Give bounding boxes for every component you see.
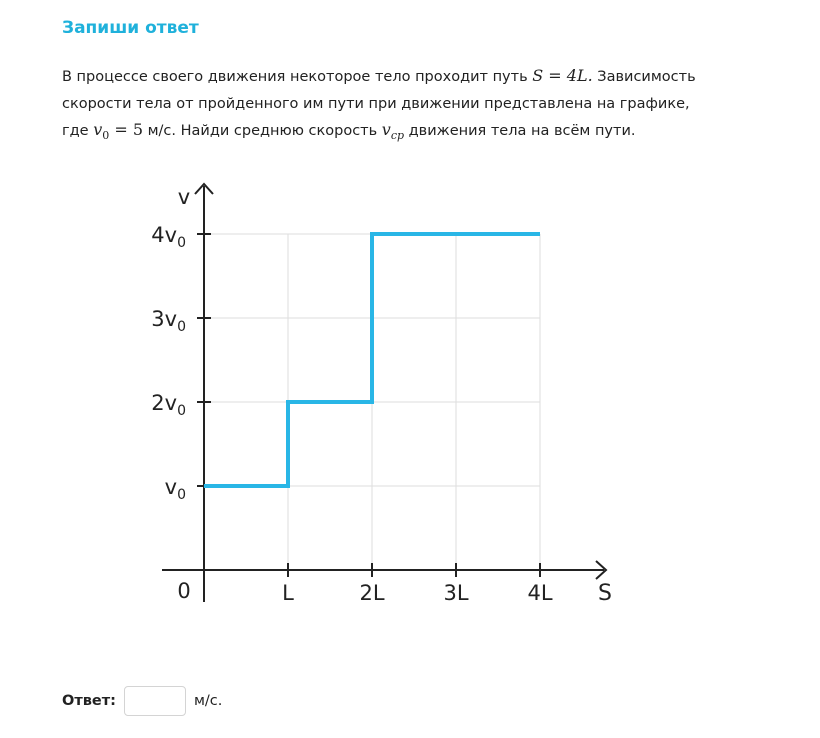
x-tick-label: 2L xyxy=(359,581,385,605)
y-tick-label: $4v_0$ xyxy=(151,223,186,251)
x-tick-label: 4L xyxy=(527,581,553,605)
section-heading: Запиши ответ xyxy=(62,18,199,38)
answer-input[interactable] xyxy=(124,686,186,716)
y-tick-label: $v_0$ xyxy=(164,475,186,503)
v0-subscript: 0 xyxy=(102,128,110,142)
answer-label: Ответ: xyxy=(62,693,116,709)
problem-text-1a: В процессе своего движения некоторое тело проходит путь xyxy=(62,69,533,85)
path-formula: S = 4L. xyxy=(532,66,593,85)
v0-value: = 5 xyxy=(109,120,143,139)
v0-symbol: v xyxy=(93,120,103,139)
problem-text-3b: м/с. Найди среднюю скорость xyxy=(143,123,382,139)
y-tick-label: $3v_0$ xyxy=(151,307,186,335)
answer-unit: м/с. xyxy=(193,693,223,709)
x-tick-label: 3L xyxy=(443,581,469,605)
x-tick-label: L xyxy=(282,581,294,605)
x-axis-label: S xyxy=(598,581,612,606)
problem-text-1b: Зависимость xyxy=(592,69,696,85)
problem-text-3c: движения тела на всём пути. xyxy=(404,123,636,139)
answer-row xyxy=(62,684,222,718)
y-tick-label: $2v_0$ xyxy=(151,391,186,419)
y-axis-label: v xyxy=(177,185,191,209)
problem-text-3a: где xyxy=(62,123,94,139)
problem-text-2: скорости тела от пройденного им пути при движении представлена на графике, xyxy=(62,95,690,112)
vcp-symbol: v xyxy=(381,120,391,139)
vcp-subscript: cp xyxy=(390,128,405,142)
origin-label: 0 xyxy=(177,579,191,603)
